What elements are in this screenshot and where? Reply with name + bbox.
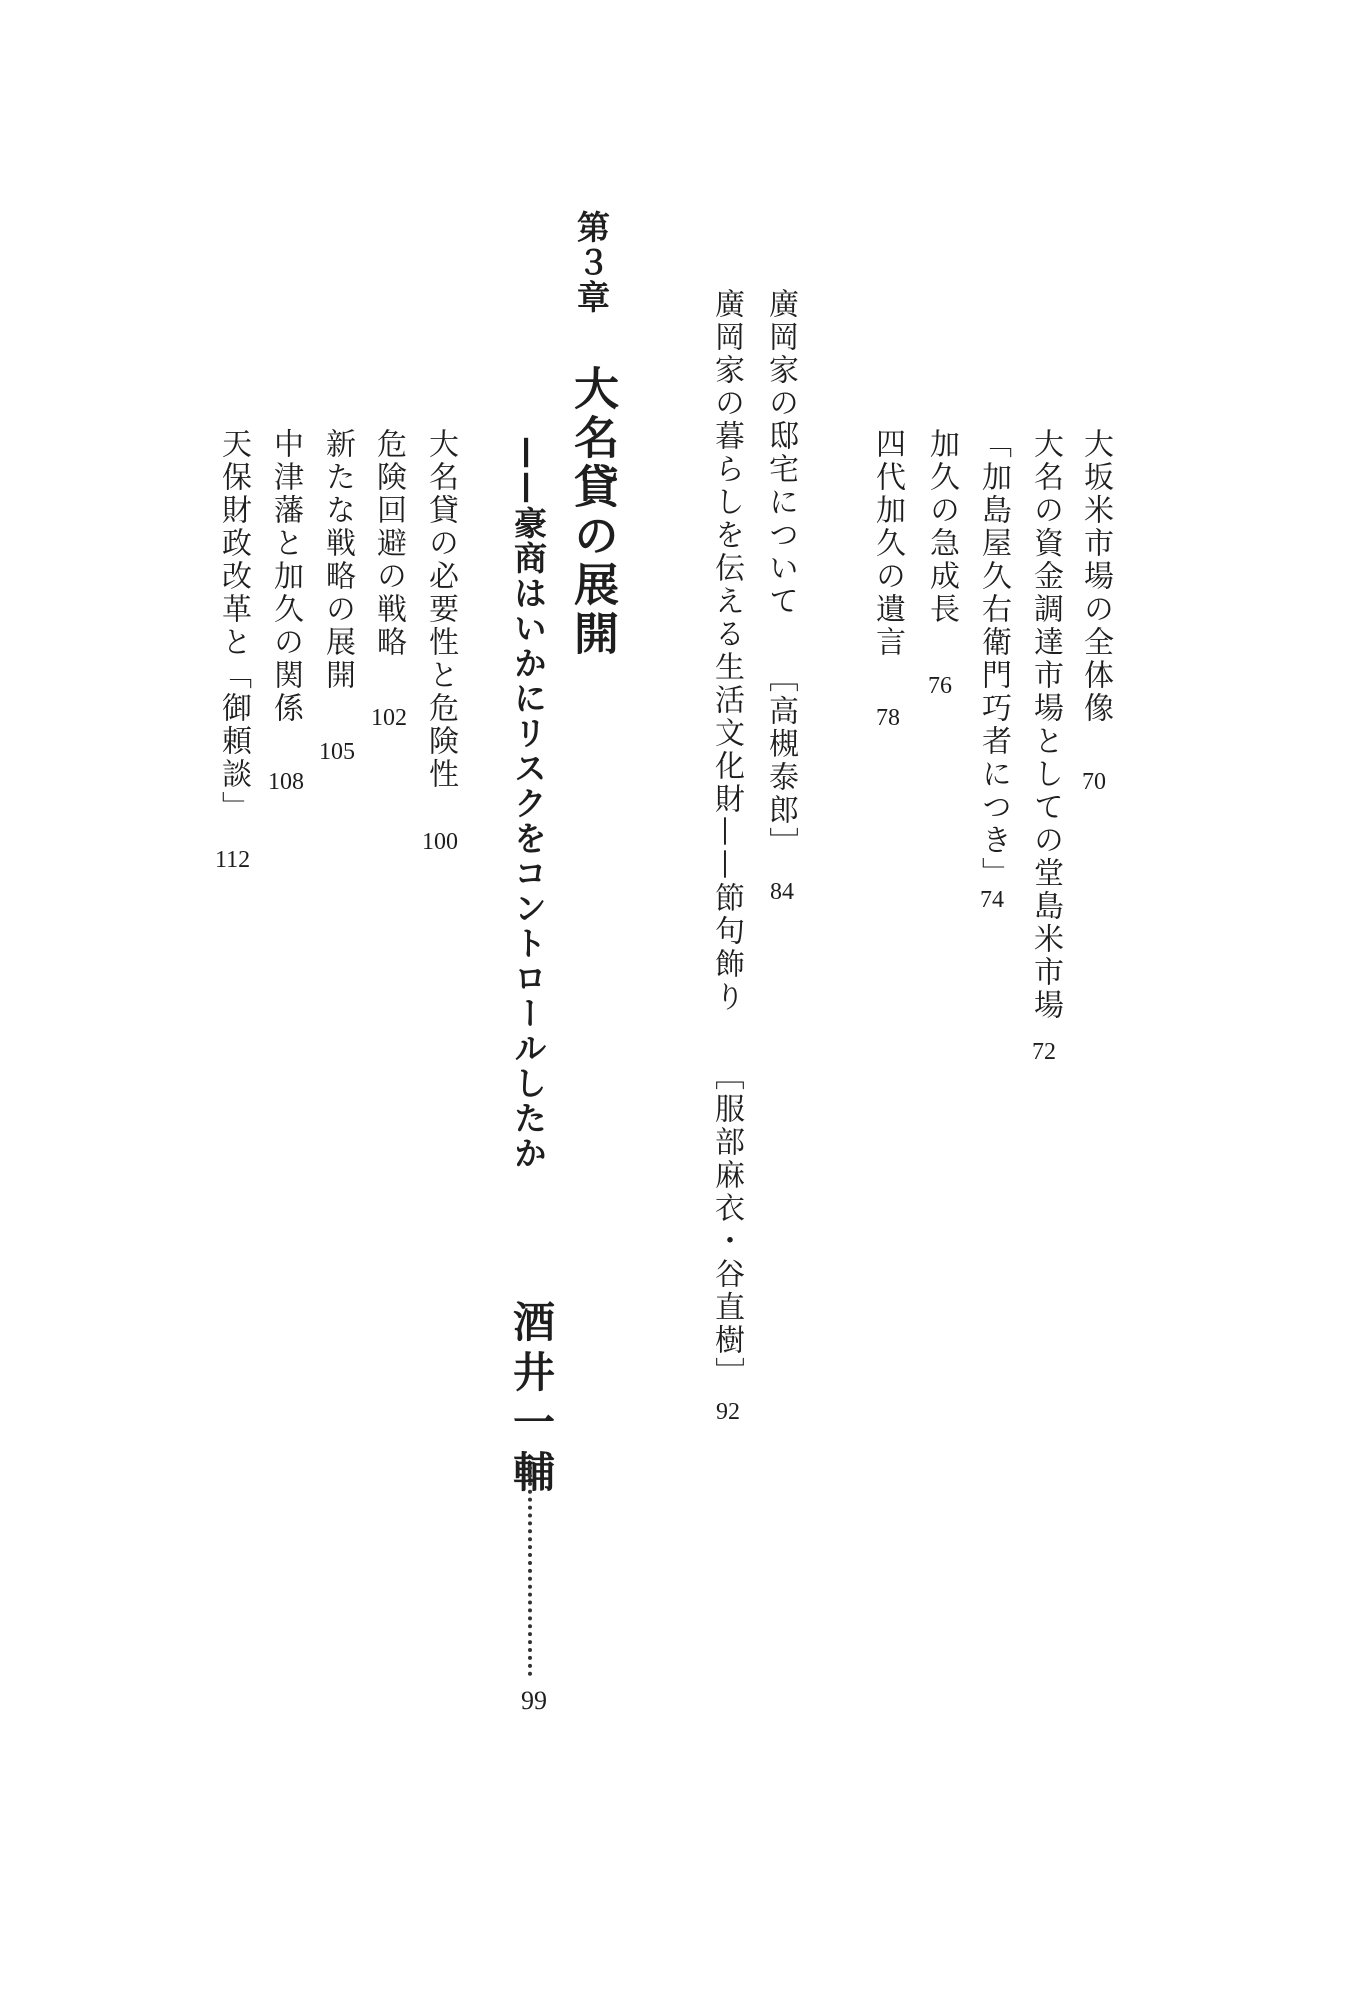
chapter-author: 酒井一輔 bbox=[507, 1300, 556, 1500]
toc-essay-title[interactable]: 廣岡家の邸宅について bbox=[763, 288, 798, 618]
toc-page-number: 78 bbox=[876, 705, 900, 731]
toc-page-number: 99 bbox=[521, 1686, 547, 1715]
toc-section-title[interactable]: 四代加久の遺言 bbox=[870, 428, 905, 659]
toc-page-number: 108 bbox=[268, 769, 304, 795]
toc-essay-author: ［服部麻衣・谷直樹］ bbox=[709, 1060, 744, 1390]
toc-page-number: 70 bbox=[1082, 769, 1106, 795]
chapter-subtitle: ——豪商はいかにリスクをコントロールしたか bbox=[509, 436, 548, 1171]
toc-page-number: 100 bbox=[422, 829, 458, 855]
toc-section-title[interactable]: 危険回避の戦略 bbox=[371, 428, 406, 659]
toc-page-number: 72 bbox=[1032, 1039, 1056, 1065]
toc-section-title[interactable]: 大坂米市場の全体像 bbox=[1078, 428, 1113, 725]
toc-section-title[interactable]: 天保財政改革と「御頼談」 bbox=[216, 428, 251, 824]
toc-section-title[interactable]: 新たな戦略の展開 bbox=[320, 428, 355, 692]
toc-page-number: 102 bbox=[371, 705, 407, 731]
toc-section-title[interactable]: 中津藩と加久の関係 bbox=[268, 428, 303, 725]
toc-page-number: 74 bbox=[980, 887, 1004, 913]
toc-section-title[interactable]: 加久の急成長 bbox=[924, 428, 959, 626]
toc-section-title[interactable]: 大名の資金調達市場としての堂島米市場 bbox=[1028, 428, 1063, 1022]
toc-page-number: 92 bbox=[716, 1399, 740, 1425]
toc-page-number: 105 bbox=[319, 739, 355, 765]
leader-dots bbox=[528, 1466, 532, 1676]
toc-essay-title[interactable]: 廣岡家の暮らしを伝える生活文化財——節句飾り bbox=[709, 288, 744, 1014]
toc-page-number: 84 bbox=[770, 879, 794, 905]
toc-section-title[interactable]: 大名貸の必要性と危険性 bbox=[423, 428, 458, 791]
chapter-title[interactable]: 大名貸の展開 bbox=[566, 365, 619, 659]
toc-page-number: 76 bbox=[928, 673, 952, 699]
toc-section-title[interactable]: 「加島屋久右衛門巧者につき」 bbox=[976, 428, 1011, 890]
chapter-label: 第３章 bbox=[572, 210, 611, 315]
toc-page-number: 112 bbox=[215, 847, 251, 873]
toc-essay-author: ［高槻泰郎］ bbox=[763, 662, 798, 860]
